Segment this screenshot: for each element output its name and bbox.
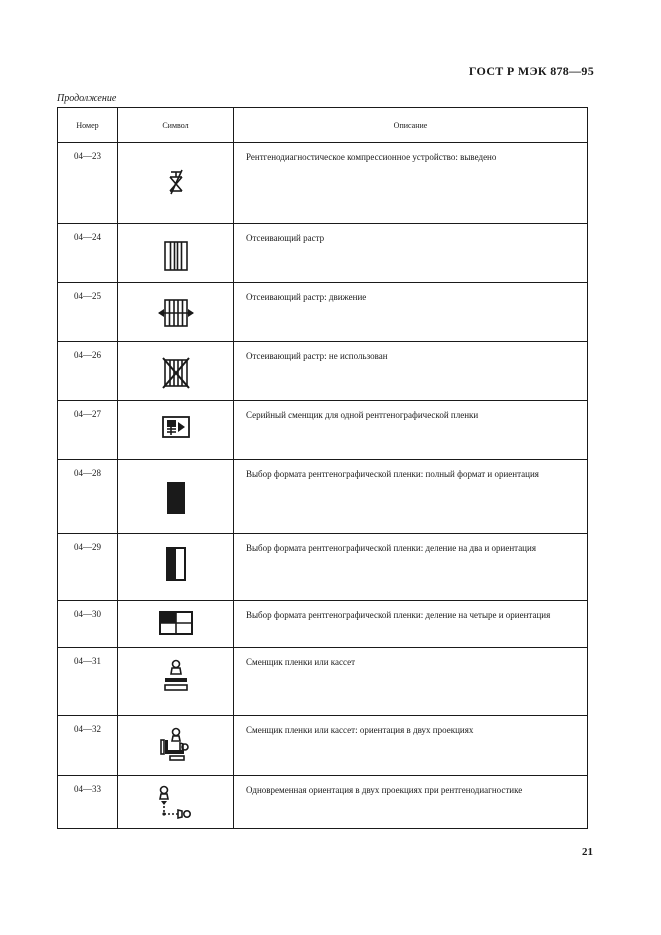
row-description: Одновременная ориентация в двух проекциях при рентгенодиагностике	[234, 776, 588, 829]
header-description: Описание	[234, 108, 588, 143]
serial-changer-icon	[161, 415, 191, 439]
film-format-half-icon	[164, 546, 188, 582]
row-number: 04—30	[58, 601, 118, 648]
film-format-quarter-icon	[158, 610, 194, 636]
continuation-label: Продолжение	[57, 93, 117, 104]
row-description: Выбор формата рентгенографической пленки: деление на два и ориентация	[234, 534, 588, 601]
table-row	[58, 534, 588, 601]
row-number: 04—31	[58, 648, 118, 716]
row-number: 04—33	[58, 776, 118, 829]
simultaneous-biplane-icon	[154, 784, 198, 824]
row-description: Отсеивающий растр: движение	[234, 283, 588, 342]
changer-biplane-icon	[156, 726, 196, 766]
compression-device-removed-icon	[166, 168, 186, 196]
symbols-table	[57, 107, 588, 829]
header-number: Номер	[58, 108, 118, 143]
row-number: 04—26	[58, 342, 118, 401]
film-cassette-changer-icon	[162, 658, 190, 694]
grid-movement-icon	[156, 296, 196, 330]
row-number: 04—25	[58, 283, 118, 342]
table-row	[58, 716, 588, 776]
table-row	[58, 342, 588, 401]
table-row	[58, 283, 588, 342]
row-description: Сменщик пленки или кассет: ориентация в двух проекциях	[234, 716, 588, 776]
row-description: Выбор формата рентгенографической пленки: деление на четыре и ориентация	[234, 601, 588, 648]
row-number: 04—24	[58, 224, 118, 283]
table-row	[58, 601, 588, 648]
row-number: 04—28	[58, 460, 118, 534]
table-row	[58, 401, 588, 460]
row-number: 04—29	[58, 534, 118, 601]
grid-icon	[162, 239, 190, 273]
table-row	[58, 143, 588, 224]
table-row	[58, 460, 588, 534]
row-number: 04—27	[58, 401, 118, 460]
standard-header: ГОСТ Р МЭК 878—95	[468, 64, 594, 78]
row-description: Рентгенодиагностическое компрессионное устройство: выведено	[234, 143, 588, 224]
row-description: Сменщик пленки или кассет	[234, 648, 588, 716]
row-description: Серийный сменщик для одной рентгенографической пленки	[234, 401, 588, 460]
grid-not-used-icon	[161, 356, 191, 390]
page-number: 21	[582, 846, 593, 858]
table-row	[58, 648, 588, 716]
film-format-full-icon	[164, 480, 188, 516]
row-number: 04—32	[58, 716, 118, 776]
row-description: Выбор формата рентгенографической пленки: полный формат и ориентация	[234, 460, 588, 534]
row-description: Отсеивающий растр: не использован	[234, 342, 588, 401]
table-header-row	[58, 108, 588, 143]
row-number: 04—23	[58, 143, 118, 224]
table-row	[58, 776, 588, 829]
row-description: Отсеивающий растр	[234, 224, 588, 283]
header-symbol: Символ	[118, 108, 234, 143]
table-row	[58, 224, 588, 283]
